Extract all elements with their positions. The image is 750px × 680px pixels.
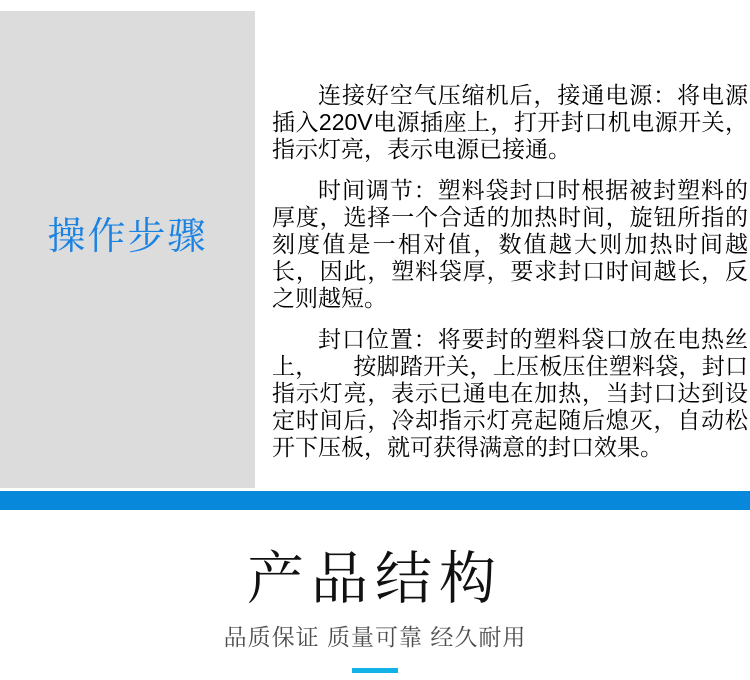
section-separator-bar — [0, 491, 750, 510]
instruction-paragraph-power: 连接好空气压缩机后，接通电源：将电源插入220V电源插座上，打开封口机电源开关，指示灯亮，表示电源已接通。 — [272, 82, 748, 162]
product-structure-heading: 产品结构 — [247, 547, 503, 611]
heading-accent-divider — [352, 668, 398, 673]
instructions-text-block — [272, 82, 748, 475]
operation-steps-panel — [0, 11, 255, 488]
quality-slogan: 品质保证 质量可靠 经久耐用 — [223, 624, 527, 650]
operation-steps-title: 操作步骤 — [47, 216, 208, 258]
instruction-paragraph-seal-position: 封口位置：将要封的塑料袋口放在电热丝上， 按脚踏开关，上压板压住塑料袋，封口指示灯亮，表示已通电在加热，当封口达到设定时间后，冷却指示灯亮起随后熄灭，自动松开下压板，就可获得满意的封口效果。 — [272, 326, 748, 460]
instruction-paragraph-time-adjust: 时间调节：塑料袋封口时根据被封塑料的厚度，选择一个合适的加热时间，旋钮所指的刻度值是一相对值，数值越大则加热时间越长，因此，塑料袋厚，要求封口时间越长，反之则越短。 — [272, 177, 748, 311]
